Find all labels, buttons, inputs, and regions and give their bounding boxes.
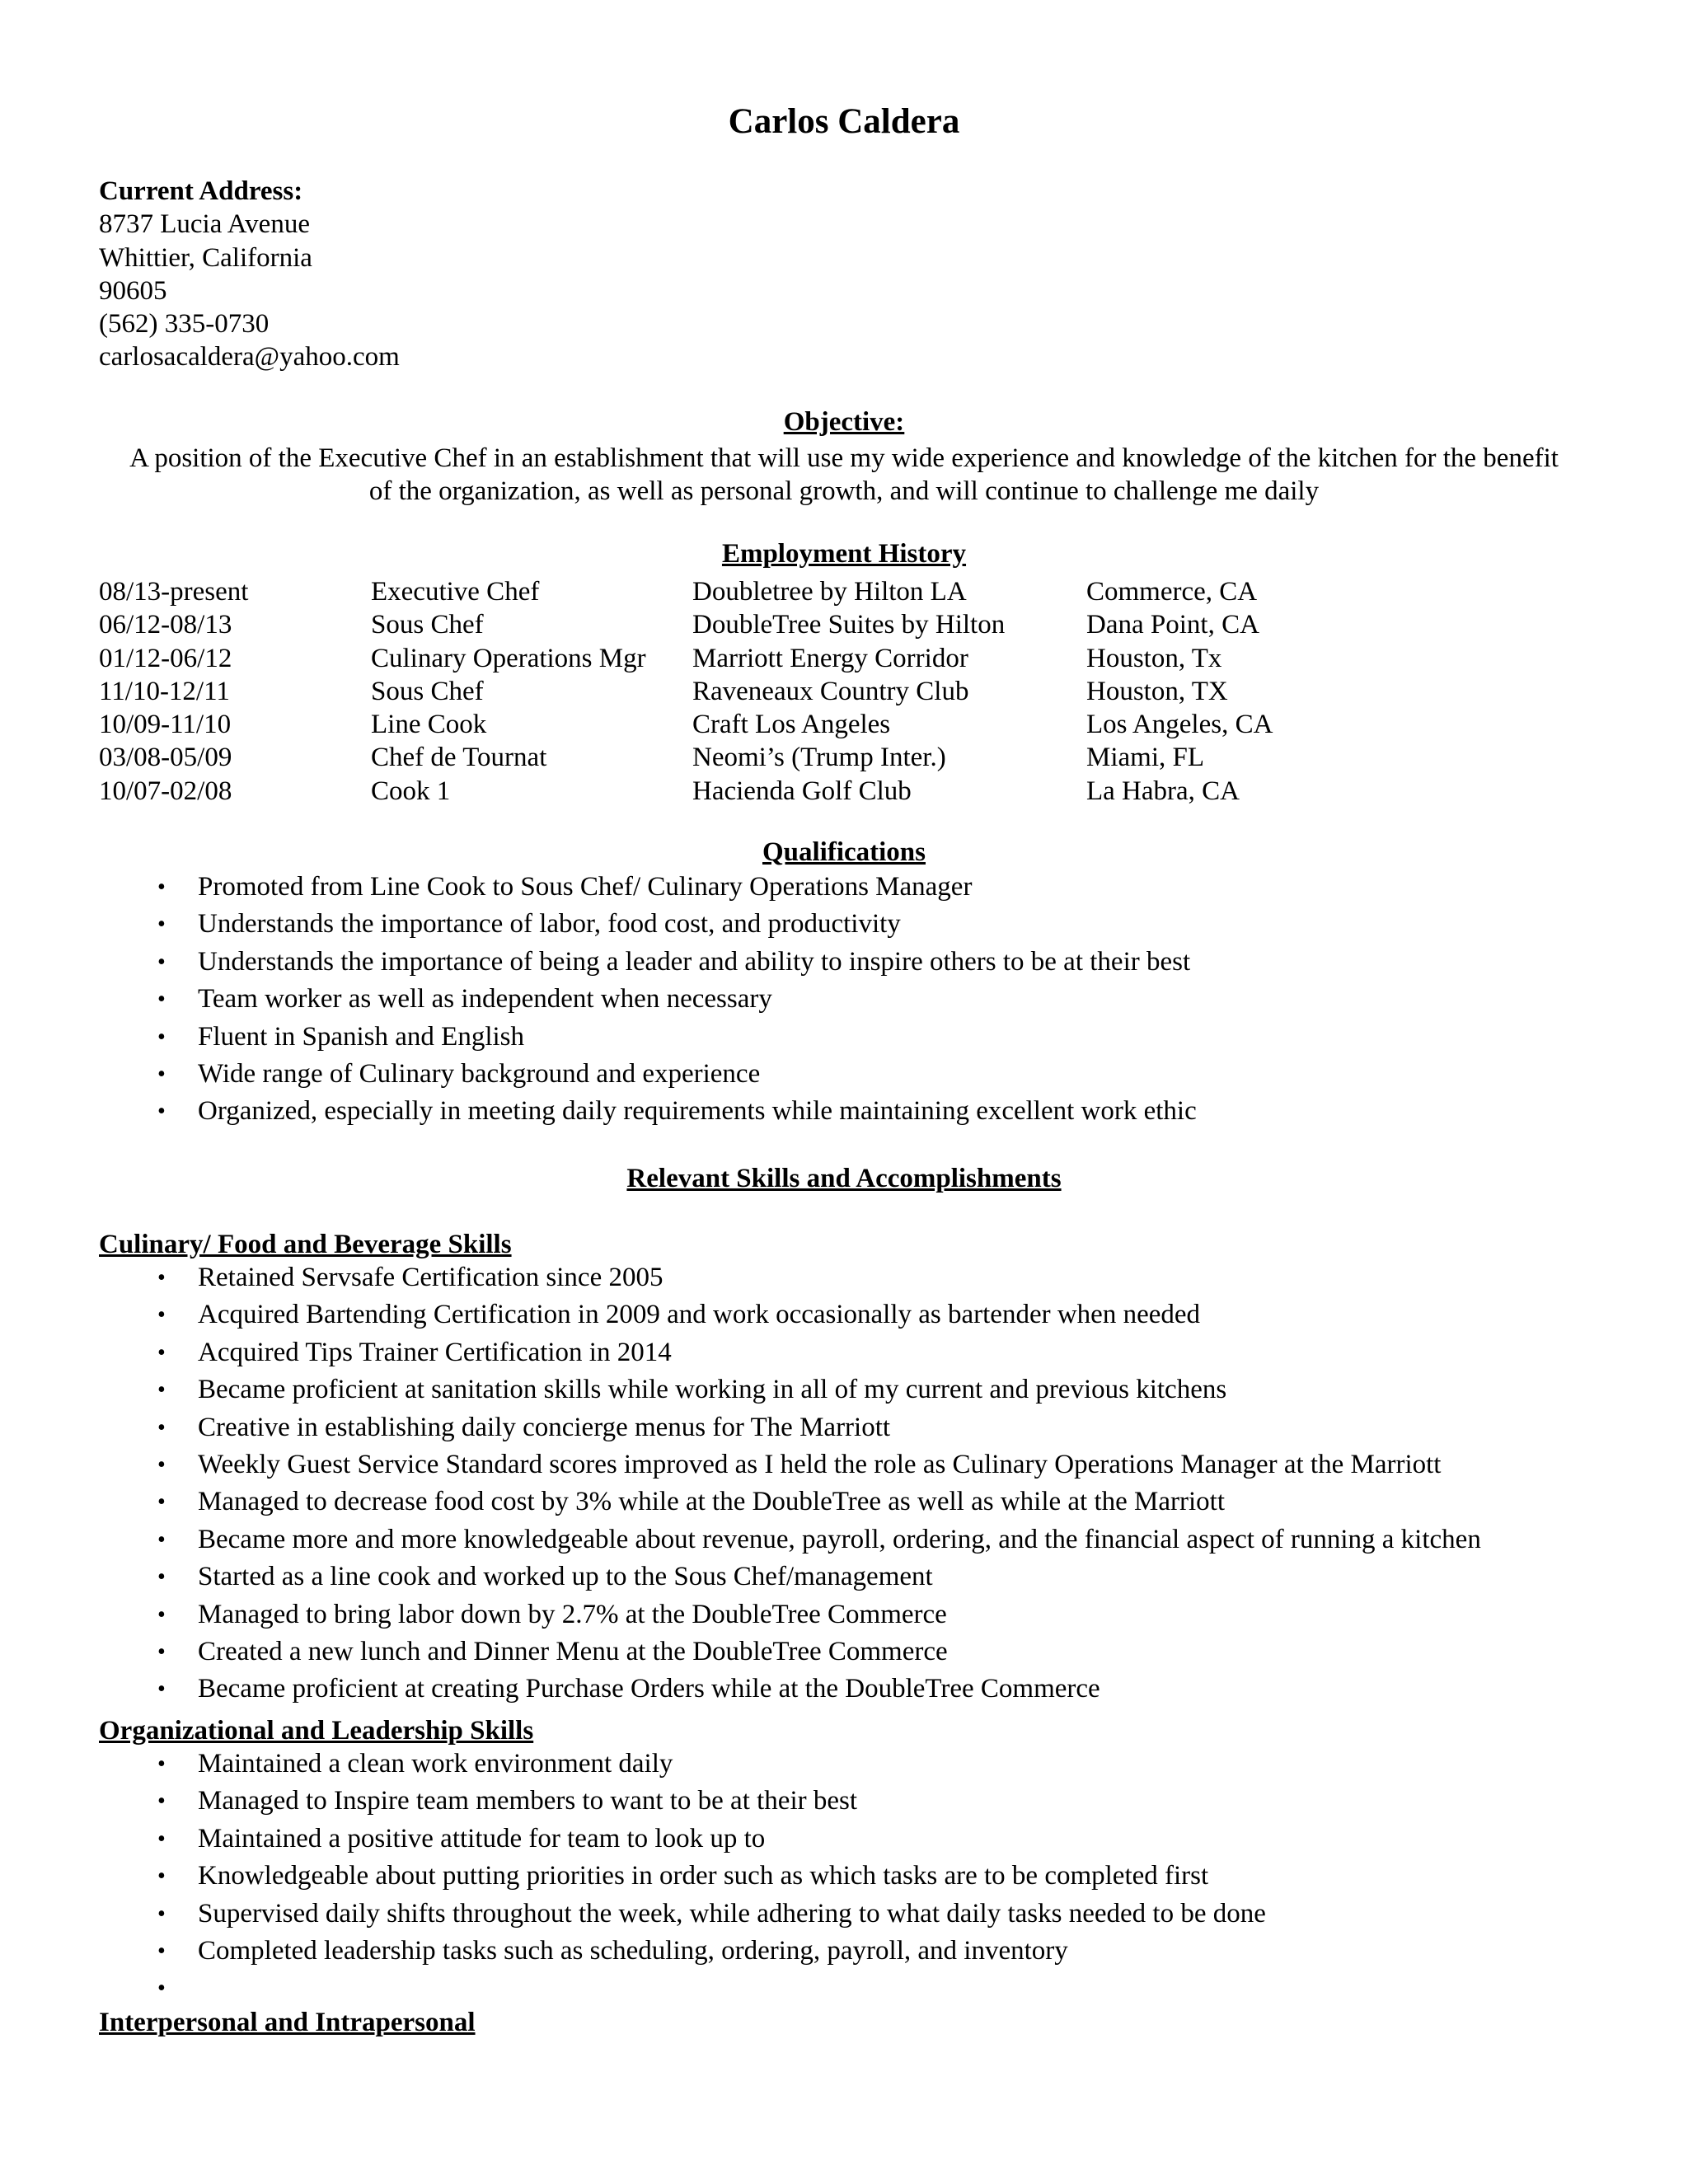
bullet-icon: • [157, 1377, 166, 1404]
job-location: Dana Point, CA [1086, 610, 1259, 640]
employment-heading: Employment History [721, 539, 967, 569]
bullet-icon: • [157, 1302, 166, 1329]
bullet-icon: • [157, 1061, 166, 1087]
bullet-icon: • [157, 1265, 166, 1291]
bullet-icon: • [157, 1751, 166, 1777]
interpersonal-skills-heading: Interpersonal and Intrapersonal [99, 2008, 476, 2037]
job-title: Culinary Operations Mgr [371, 643, 646, 673]
candidate-name: Carlos Caldera [728, 102, 960, 141]
bullet-icon: • [157, 1564, 166, 1591]
job-employer: Neomi’s (Trump Inter.) [692, 743, 946, 773]
bullet-icon: • [157, 1863, 166, 1890]
job-title: Sous Chef [371, 610, 484, 640]
leadership-skills-heading: Organizational and Leadership Skills [99, 1716, 534, 1746]
job-title: Chef de Tournat [371, 743, 547, 773]
job-employer: Raveneaux Country Club [692, 676, 969, 706]
job-employer: DoubleTree Suites by Hilton [692, 610, 1006, 640]
job-title: Sous Chef [371, 676, 484, 706]
address-street: 8737 Lucia Avenue [99, 209, 310, 240]
qualifications-heading: Qualifications [762, 837, 926, 867]
job-dates: 08/13-present [99, 577, 249, 607]
address-label: Current Address: [99, 176, 303, 206]
job-employer: Marriott Energy Corridor [692, 643, 968, 673]
bullet-icon: • [157, 1788, 166, 1815]
bullet-icon: • [157, 874, 166, 900]
job-employer: Craft Los Angeles [692, 710, 891, 740]
bullet-icon: • [157, 1024, 166, 1050]
job-location: Los Angeles, CA [1086, 710, 1273, 740]
bullet-icon: • [157, 1489, 166, 1516]
bullet-icon: • [157, 1601, 166, 1628]
objective-text: A position of the Executive Chef in an establishment that will use my wide experience and knowledge of the kitchen for the benefit of the organization, as well as personal growth, and will continue to challenge me daily [129, 443, 1559, 507]
bullet-icon: • [157, 1099, 166, 1125]
bullet-icon: • [157, 1900, 166, 1927]
bullet-icon: • [157, 987, 166, 1013]
bullet-icon: • [157, 1825, 166, 1852]
bullet-icon: • [157, 1638, 166, 1665]
job-dates: 01/12-06/12 [99, 643, 232, 673]
job-location: Commerce, CA [1086, 577, 1258, 607]
job-employer: Doubletree by Hilton LA [692, 577, 967, 607]
bullet-icon: • [157, 1676, 166, 1703]
contact-block [99, 175, 400, 374]
bullet-icon: • [157, 1938, 166, 1964]
job-dates: 11/10-12/11 [99, 676, 230, 706]
job-dates: 06/12-08/13 [99, 610, 232, 640]
job-location: Houston, Tx [1086, 643, 1222, 673]
bullet-icon: • [157, 912, 166, 938]
job-employer: Hacienda Golf Club [692, 776, 912, 806]
job-dates: 10/09-11/10 [99, 710, 232, 740]
job-dates: 10/07-02/08 [99, 776, 232, 806]
job-dates: 03/08-05/09 [99, 743, 232, 773]
address-city-state: Whittier, California [99, 242, 312, 273]
email-address: carlosacaldera@yahoo.com [99, 342, 400, 373]
job-location: Miami, FL [1086, 743, 1205, 773]
bullet-icon: • [157, 1975, 166, 2002]
bullet-icon: • [157, 949, 166, 975]
skills-heading: Relevant Skills and Accomplishments [626, 1164, 1062, 1193]
job-location: La Habra, CA [1086, 776, 1240, 806]
bullet-icon: • [157, 1526, 166, 1553]
job-title: Executive Chef [371, 577, 540, 607]
address-zip: 90605 [99, 275, 167, 306]
resume-page: Carlos Caldera Current Address: 8737 Lucia Avenue Whittier, California 90605 (562) 335-0730 carlosacaldera@yahoo.com Objective: A position of the Executive Chef in an establishment that will use my wide experience and knowledge of the kitchen for the benefit of the organization, as well as personal growth, and will continue to challenge me daily Employment History 08/13-present Executive Chef Doubletree by Hilton LA Commerce, CA 06/12-08/13 Sous Chef DoubleTree Suites by Hilton Dana Point, CA 01/12-06/12 Culinary Operations Mgr Marriott Energy Corridor Houston, Tx 11/10-12/11 Sous Chef Raveneaux Country Club Houston, TX 10/09-11/10 Line Cook Craft Los Angeles Los Angeles, CA 03/08-05/09 Chef de Tournat Neomi’s (Trump Inter.) Miami, FL 10/07-02/08 Cook 1 Hacienda Golf Club La Habra, CA Qualifications • Promoted from Line Cook to Sous Chef/ Culinary Operations Manager • Understands the importance of labor, food cost, and productivity • Understands the importance of being a leader and ability to inspire others to be at their best • Team worker as well as independent when necessary • Fluent in Spanish and English • Wide range of Culinary background and experience • Organized, especially in meeting daily requirements while maintaining excellent work ethic Relevant Skills and Accomplishments Culinary/ Food and Beverage Skills • Retained Servsafe Certification since 2005 • Acquired Bartending Certification in 2009 and work occasionally as bartender when needed • Acquired Tips Trainer Certification in 2014 • Became proficient at sanitation skills while working in all of my current and previous kitchens • Creative in establishing daily concierge menus for The Marriott • Weekly Guest Service Standard scores improved as I held the role as Culinary Operations Manager at the Marriott • Managed to decrease food cost by 3% while at the DoubleTree as well as while at the Marriott • Became more and more knowledgeable about revenue, payroll, ordering, and the financial aspect of running a kitchen • Started as a line cook and worked up to the Sous Chef/management • Managed to bring labor down by 2.7% at the DoubleTree Commerce • Created a new lunch and Dinner Menu at the DoubleTree Commerce • Became proficient at creating Purchase Orders while at the DoubleTree Commerce Organizational and Leadership Skills • Maintained a clean work environment daily • Managed to Inspire team members to want to be at their best • Maintained a positive attitude for team to look up to • Knowledgeable about putting priorities in order such as which tasks are to be completed first • Supervised daily shifts throughout the week, while adhering to what daily tasks needed to be done • Completed leadership tasks such as scheduling, ordering, payroll, and inventory • Interpersonal and Intrapersonal [0, 0, 1688, 2184]
bullet-icon: • [157, 1339, 166, 1366]
job-title: Line Cook [371, 710, 487, 740]
job-title: Cook 1 [371, 776, 451, 806]
culinary-skills-heading: Culinary/ Food and Beverage Skills [99, 1230, 512, 1259]
phone-number: (562) 335-0730 [99, 309, 270, 340]
objective-heading: Objective: [783, 407, 905, 437]
bullet-icon: • [157, 1451, 166, 1478]
job-location: Houston, TX [1086, 676, 1228, 706]
bullet-icon: • [157, 1414, 166, 1441]
